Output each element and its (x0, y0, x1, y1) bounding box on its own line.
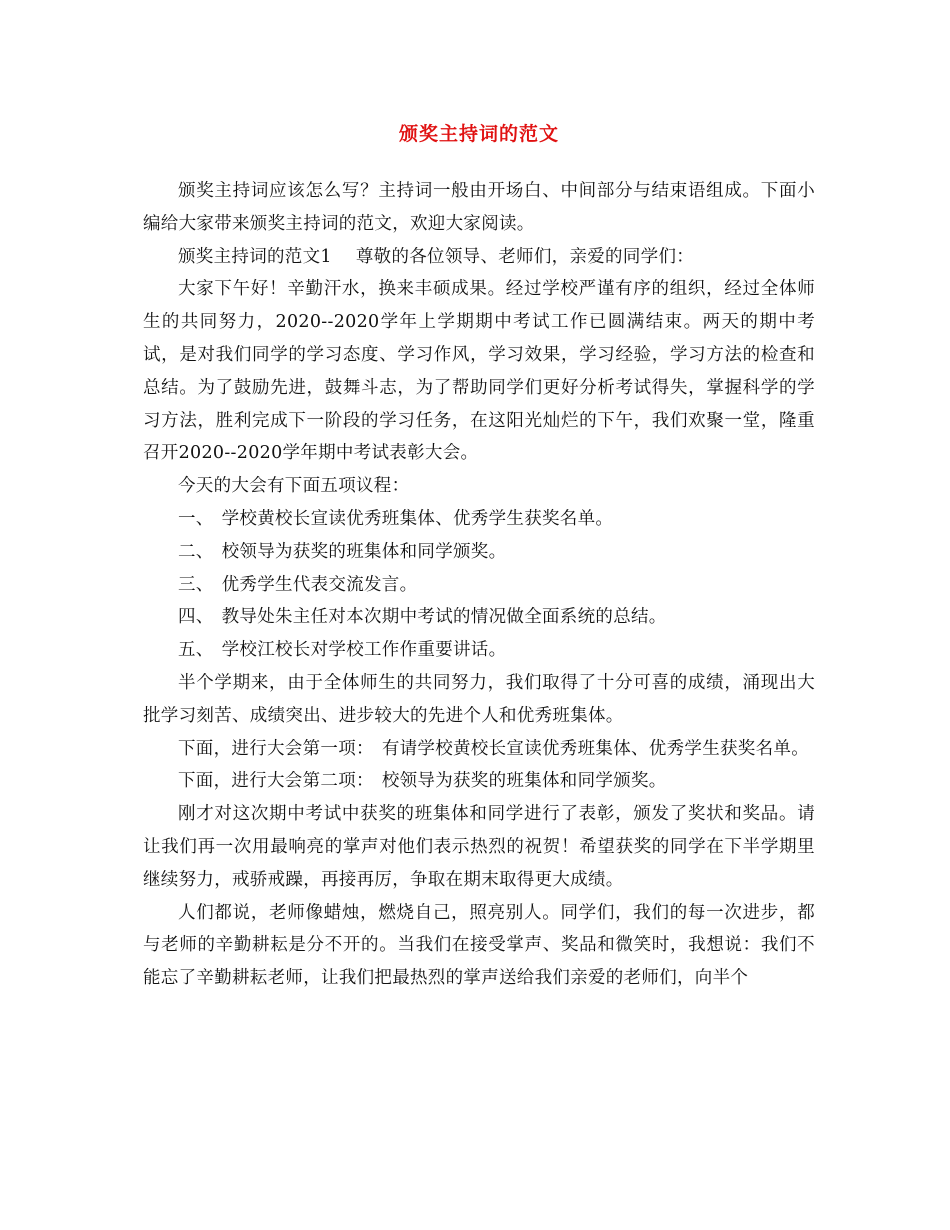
agenda-intro: 今天的大会有下面五项议程： (178, 476, 410, 497)
sample-greeting: 尊敬的各位领导、老师们，亲爱的同学们： (355, 246, 695, 267)
sample-heading: 颁奖主持词的范文1 (178, 246, 332, 267)
agenda-item-text: 学校江校长对学校工作作重要讲话。 (221, 640, 507, 661)
agenda-item-text: 校领导为获奖的班集体和同学颁奖。 (221, 541, 507, 562)
agenda-item-number: 三、 (178, 574, 214, 595)
half-term-paragraph: 半个学期来，由于全体师生的共同努力，我们取得了十分可喜的成绩，涌现出大批学习刻苦、成绩突出、进步较大的先进个人和优秀班集体。 (143, 672, 815, 726)
item-one-paragraph (143, 733, 815, 766)
item-two-text: 校领导为获奖的班集体和同学颁奖。 (381, 771, 667, 792)
item-two-paragraph (143, 765, 815, 798)
agenda-item-text: 优秀学生代表交流发言。 (221, 574, 418, 595)
agenda-item-number: 二、 (178, 541, 214, 562)
agenda-item-number: 四、 (178, 607, 214, 628)
opening-paragraph: 大家下午好！辛勤汗水，换来丰硕成果。经过学校严谨有序的组织，经过全体师生的共同努力，2020--2020学年上学期期中考试工作已圆满结束。两天的期中考试，是对我们同学的学习态度、学习作风，学习效果，学习经验，学习方法的检查和总结。为了鼓励先进，鼓舞斗志，为了帮助同学们更好分析考试得失，掌握科学的学习方法，胜利完成下一阶段的学习任务，在这阳光灿烂的下午，我们欢聚一堂，隆重召开2020--2020学年期中考试表彰大会。 (143, 279, 815, 464)
agenda-item-text: 教导处朱主任对本次期中考试的情况做全面系统的总结。 (221, 607, 667, 628)
agenda-item (143, 634, 815, 667)
agenda-item (143, 503, 815, 536)
teachers-paragraph: 人们都说，老师像蜡烛，燃烧自己，照亮别人。同学们，我们的每一次进步，都与老师的辛勤耕耘是分不开的。当我们在接受掌声、奖品和微笑时，我想说：我们不能忘了辛勤耕耘老师，让我们把最热烈的掌声送给我们亲爱的老师们，向半个 (143, 902, 815, 989)
agenda-item (143, 536, 815, 569)
intro-paragraph: 颁奖主持词应该怎么写？主持词一般由开场白、中间部分与结束语组成。下面小编给大家带来颁奖主持词的范文，欢迎大家阅读。 (143, 181, 815, 234)
item-two-lead: 下面，进行大会第二项： (178, 771, 374, 792)
agenda-item (143, 569, 815, 602)
agenda-item-text: 学校黄校长宣读优秀班集体、优秀学生获奖名单。 (221, 508, 614, 529)
document-title: 颁奖主持词的范文 (398, 123, 559, 145)
document-page (143, 118, 815, 995)
agenda-item (143, 601, 815, 634)
agenda-item-number: 五、 (178, 640, 214, 661)
item-one-text: 有请学校黄校长宣读优秀班集体、优秀学生获奖名单。 (381, 738, 810, 759)
after-awards-paragraph: 刚才对这次期中考试中获奖的班集体和同学进行了表彰，颁发了奖状和奖品。请让我们再一次用最响亮的掌声对他们表示热烈的祝贺！希望获奖的同学在下半学期里继续努力，戒骄戒躁，再接再厉，争取在期末取得更大成绩。 (143, 804, 815, 890)
item-one-lead: 下面，进行大会第一项： (178, 738, 374, 759)
sample-heading-line (143, 241, 815, 274)
agenda-item-number: 一、 (178, 508, 214, 529)
